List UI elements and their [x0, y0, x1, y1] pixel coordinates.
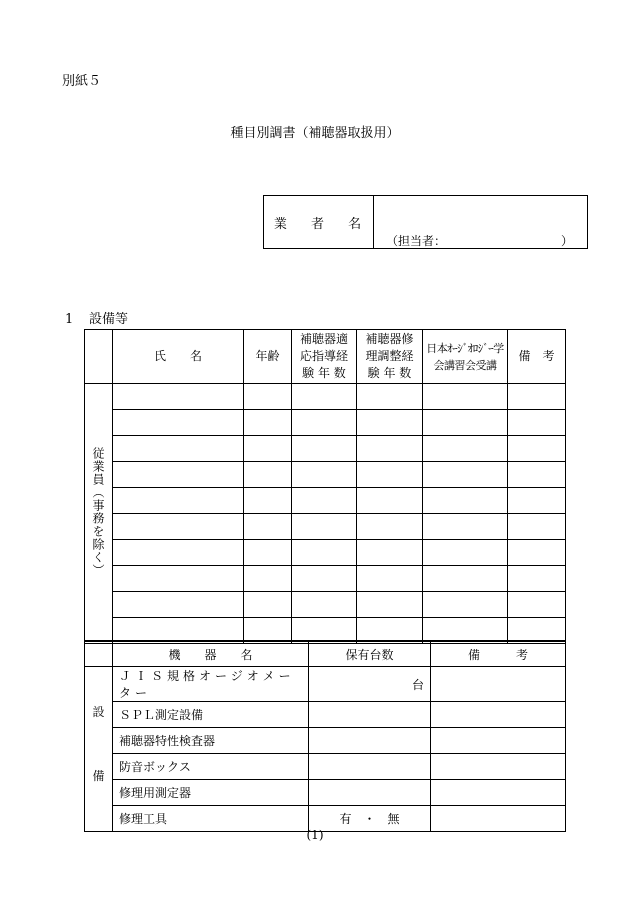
staff-table: [84, 329, 566, 644]
staff-name-cell[interactable]: [113, 566, 244, 592]
header-remarks: 備 考: [508, 330, 566, 384]
table-row: [85, 436, 566, 462]
vendor-name-label: 業 者 名: [264, 196, 374, 248]
staff-course-cell[interactable]: [423, 566, 508, 592]
staff-age-cell[interactable]: [244, 462, 292, 488]
equipment-remarks-cell[interactable]: [431, 780, 566, 806]
staff-remarks-cell[interactable]: [508, 488, 566, 514]
section-title-text: 設備等: [89, 312, 129, 327]
staff-course-cell[interactable]: [423, 592, 508, 618]
staff-name-cell[interactable]: [113, 384, 244, 410]
staff-course-cell[interactable]: [423, 462, 508, 488]
header-fitting-line2: 応指導経: [299, 349, 348, 363]
table-row: [85, 566, 566, 592]
header-quantity: 保有台数: [309, 641, 431, 667]
header-equipment-name: 機 器 名: [113, 641, 309, 667]
staff-remarks-cell[interactable]: [508, 384, 566, 410]
table-row: [85, 514, 566, 540]
staff-course-cell[interactable]: [423, 384, 508, 410]
equipment-table: [84, 640, 566, 832]
staff-remarks-cell[interactable]: [508, 592, 566, 618]
staff-name-cell[interactable]: [113, 462, 244, 488]
staff-age-cell[interactable]: [244, 436, 292, 462]
staff-age-cell[interactable]: [244, 488, 292, 514]
staff-fit-cell[interactable]: [292, 566, 357, 592]
header-repair-experience: [357, 330, 423, 384]
staff-repair-cell[interactable]: [357, 514, 423, 540]
table-row: [85, 540, 566, 566]
table-row: [85, 754, 566, 780]
staff-course-cell[interactable]: [423, 540, 508, 566]
document-title: 種目別調書（補聴器取扱用）: [230, 126, 400, 141]
header-name: 氏 名: [113, 330, 244, 384]
staff-age-cell[interactable]: [244, 384, 292, 410]
staff-remarks-cell[interactable]: [508, 436, 566, 462]
equipment-header-blank: [85, 641, 113, 667]
staff-side-label: 従業員（事務を除く）: [91, 447, 105, 577]
equipment-qty-cell[interactable]: [309, 780, 431, 806]
staff-repair-cell[interactable]: [357, 488, 423, 514]
page-number: (1): [306, 828, 324, 842]
staff-repair-cell[interactable]: [357, 384, 423, 410]
equipment-remarks-cell[interactable]: [431, 754, 566, 780]
table-row: [85, 780, 566, 806]
staff-fit-cell[interactable]: [292, 410, 357, 436]
equipment-name-cell: 修理工具: [113, 806, 309, 832]
staff-header-row: [85, 330, 566, 384]
staff-fit-cell[interactable]: [292, 462, 357, 488]
staff-course-cell[interactable]: [423, 488, 508, 514]
header-repair-line2: 理調整経: [365, 349, 414, 363]
staff-age-cell[interactable]: [244, 540, 292, 566]
equipment-name-cell: ＳＰＬ測定設備: [113, 702, 309, 728]
equipment-qty-cell[interactable]: [309, 754, 431, 780]
staff-repair-cell[interactable]: [357, 462, 423, 488]
section-number: 1: [65, 312, 74, 327]
staff-repair-cell[interactable]: [357, 410, 423, 436]
equipment-qty-cell[interactable]: [309, 702, 431, 728]
equipment-name-cell: ＪＩＳ規格オージオメーター: [113, 667, 309, 702]
staff-name-cell[interactable]: [113, 436, 244, 462]
header-repair-line3: 験 年 数: [367, 366, 412, 380]
table-row: [85, 592, 566, 618]
staff-side-label-cell: [85, 384, 113, 644]
staff-remarks-cell[interactable]: [508, 540, 566, 566]
equipment-qty-cell[interactable]: 台: [309, 667, 431, 702]
equipment-side-label-cell: [85, 667, 113, 832]
staff-remarks-cell[interactable]: [508, 410, 566, 436]
staff-fit-cell[interactable]: [292, 592, 357, 618]
equipment-name-cell: 防音ボックス: [113, 754, 309, 780]
staff-name-cell[interactable]: [113, 488, 244, 514]
vendor-box: [263, 195, 588, 249]
staff-name-cell[interactable]: [113, 514, 244, 540]
table-row: [85, 384, 566, 410]
staff-header-blank: [85, 330, 113, 384]
staff-remarks-cell[interactable]: [508, 462, 566, 488]
table-row: [85, 667, 566, 702]
header-repair-line1: 補聴器修: [365, 332, 414, 346]
attachment-label: 別紙５: [62, 74, 102, 89]
staff-fit-cell[interactable]: [292, 384, 357, 410]
vendor-name-field[interactable]: [374, 196, 587, 248]
staff-fit-cell[interactable]: [292, 488, 357, 514]
staff-course-cell[interactable]: [423, 436, 508, 462]
staff-age-cell[interactable]: [244, 592, 292, 618]
table-row: [85, 728, 566, 754]
staff-fit-cell[interactable]: [292, 436, 357, 462]
contact-person-label: （担当者：: [386, 234, 447, 248]
header-age: 年齢: [244, 330, 292, 384]
staff-remarks-cell[interactable]: [508, 514, 566, 540]
equipment-side-char-2: 備: [92, 769, 105, 783]
equipment-qty-cell[interactable]: 有 ・ 無: [309, 806, 431, 832]
staff-fit-cell[interactable]: [292, 514, 357, 540]
staff-repair-cell[interactable]: [357, 566, 423, 592]
staff-age-cell[interactable]: [244, 410, 292, 436]
staff-name-cell[interactable]: [113, 592, 244, 618]
header-fitting-line3: 験 年 数: [302, 366, 346, 380]
staff-course-cell[interactable]: [423, 410, 508, 436]
equipment-qty-cell[interactable]: [309, 728, 431, 754]
staff-repair-cell[interactable]: [357, 592, 423, 618]
table-row: [85, 410, 566, 436]
equipment-name-cell: 修理用測定器: [113, 780, 309, 806]
section-title: [65, 308, 128, 327]
staff-age-cell[interactable]: [244, 514, 292, 540]
equipment-side-char-1: 設: [92, 705, 105, 719]
staff-repair-cell[interactable]: [357, 540, 423, 566]
equipment-remarks-cell[interactable]: [431, 667, 566, 702]
header-course: 日本ｵｰｼﾞｵﾛｼﾞｰ学会講習会受講: [423, 330, 508, 384]
equipment-header-row: [85, 641, 566, 667]
staff-remarks-cell[interactable]: [508, 566, 566, 592]
table-row: [85, 462, 566, 488]
equipment-name-cell: 補聴器特性検査器: [113, 728, 309, 754]
contact-person-close: ）: [560, 234, 573, 248]
staff-fit-cell[interactable]: [292, 540, 357, 566]
staff-name-cell[interactable]: [113, 540, 244, 566]
equipment-remarks-cell[interactable]: [431, 702, 566, 728]
staff-course-cell[interactable]: [423, 514, 508, 540]
equipment-remarks-cell[interactable]: [431, 728, 566, 754]
staff-name-cell[interactable]: [113, 410, 244, 436]
table-row: [85, 488, 566, 514]
staff-repair-cell[interactable]: [357, 436, 423, 462]
header-equipment-remarks: 備 考: [431, 641, 566, 667]
header-fitting-experience: [292, 330, 357, 384]
header-fitting-line1: 補聴器適: [299, 332, 348, 346]
staff-age-cell[interactable]: [244, 566, 292, 592]
table-row: [85, 702, 566, 728]
